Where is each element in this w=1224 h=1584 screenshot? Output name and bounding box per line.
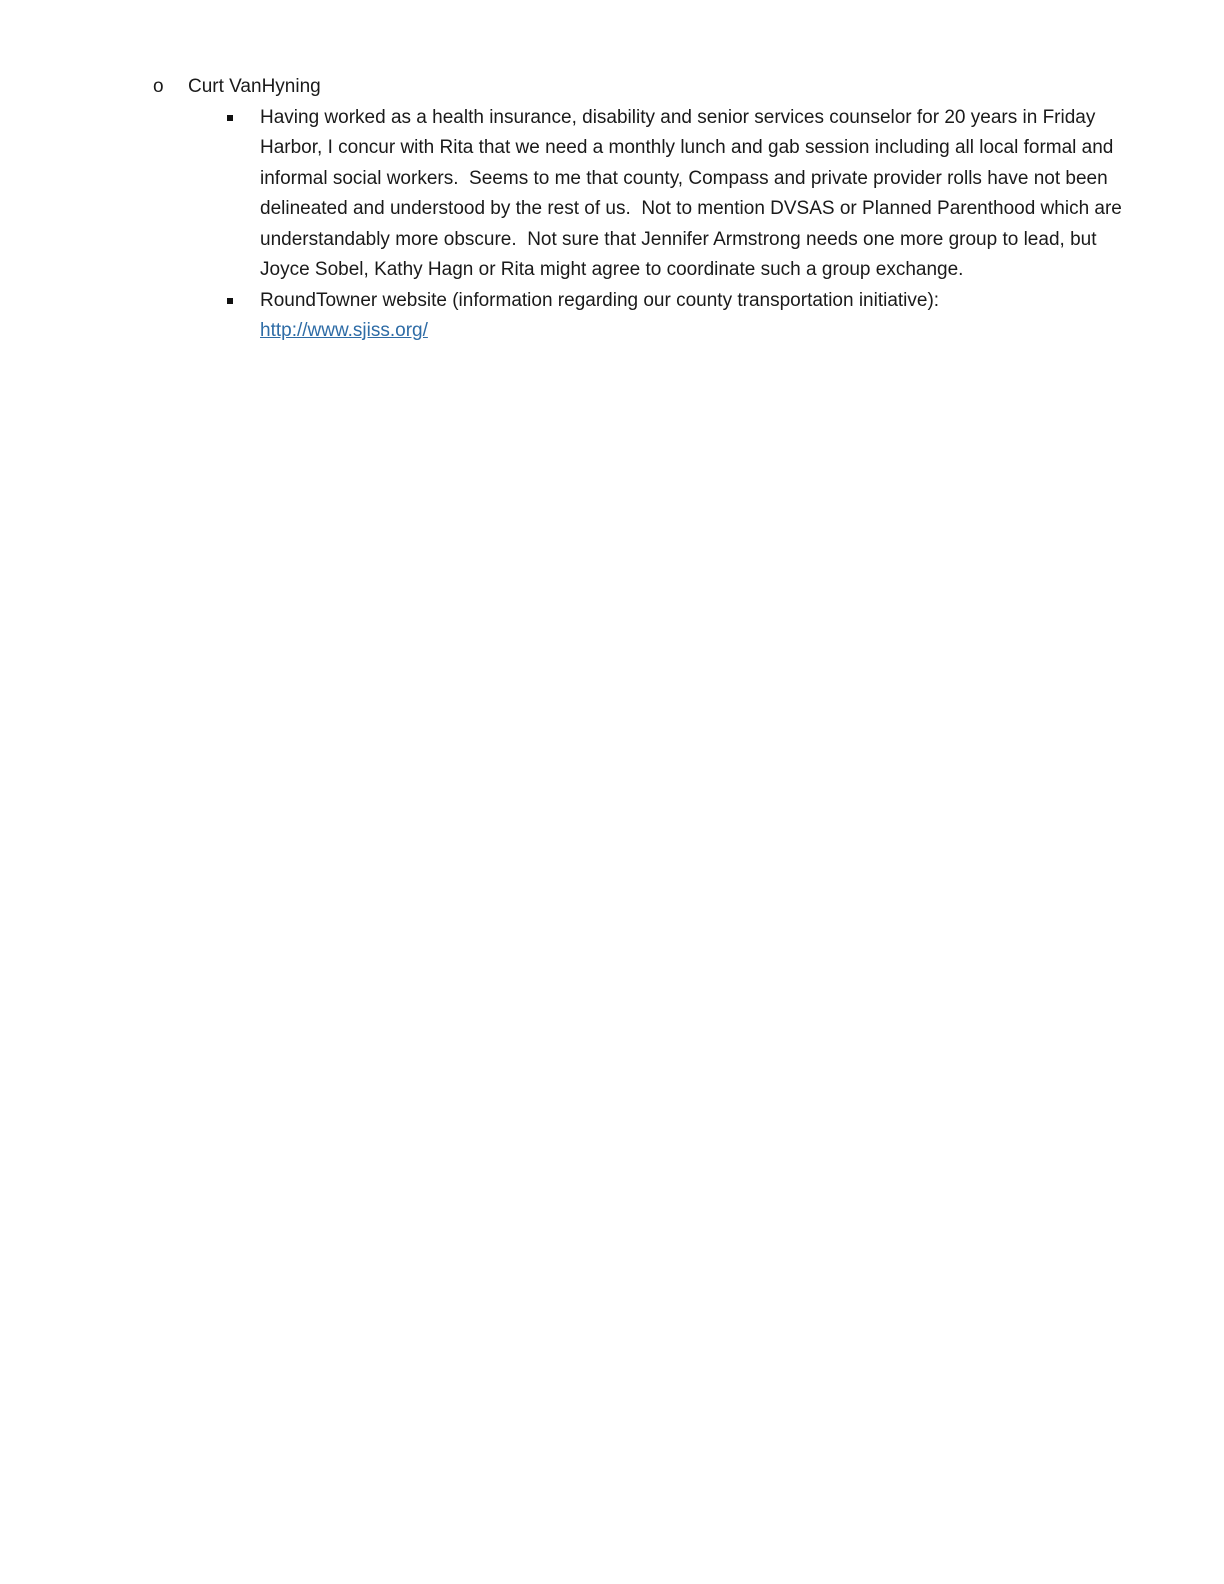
- sub-list: [188, 103, 1150, 347]
- comment-text: Having worked as a health insurance, disability and senior services counselor for 20 years in Friday Harbor, I concur with Rita that we need a monthly lunch and gab session including all local formal and informal social workers. Seems to me that county, Compass and private provider rolls have not been delineated and understood by the rest of us. Not to mention DVSAS or Planned Parenthood which are understandably more obscure. Not sure that Jennifer Armstrong needs one more group to lead, but Joyce Sobel, Kathy Hagn or Rita might agree to coordinate such a group exchange.: [260, 106, 1128, 280]
- list-item-person: [150, 72, 1150, 347]
- square-bullet-icon: [227, 115, 233, 121]
- website-link[interactable]: http://www.sjiss.org/: [260, 320, 428, 341]
- website-description: RoundTowner website (information regarding our county transportation initiative):: [260, 289, 940, 311]
- hollow-circle-bullet-icon: o: [153, 76, 164, 97]
- outline-list: [150, 72, 1150, 347]
- list-item-comment: [260, 103, 1150, 286]
- person-name: Curt VanHyning: [188, 76, 321, 97]
- square-bullet-icon: [227, 298, 233, 304]
- list-item-website: [260, 286, 1150, 347]
